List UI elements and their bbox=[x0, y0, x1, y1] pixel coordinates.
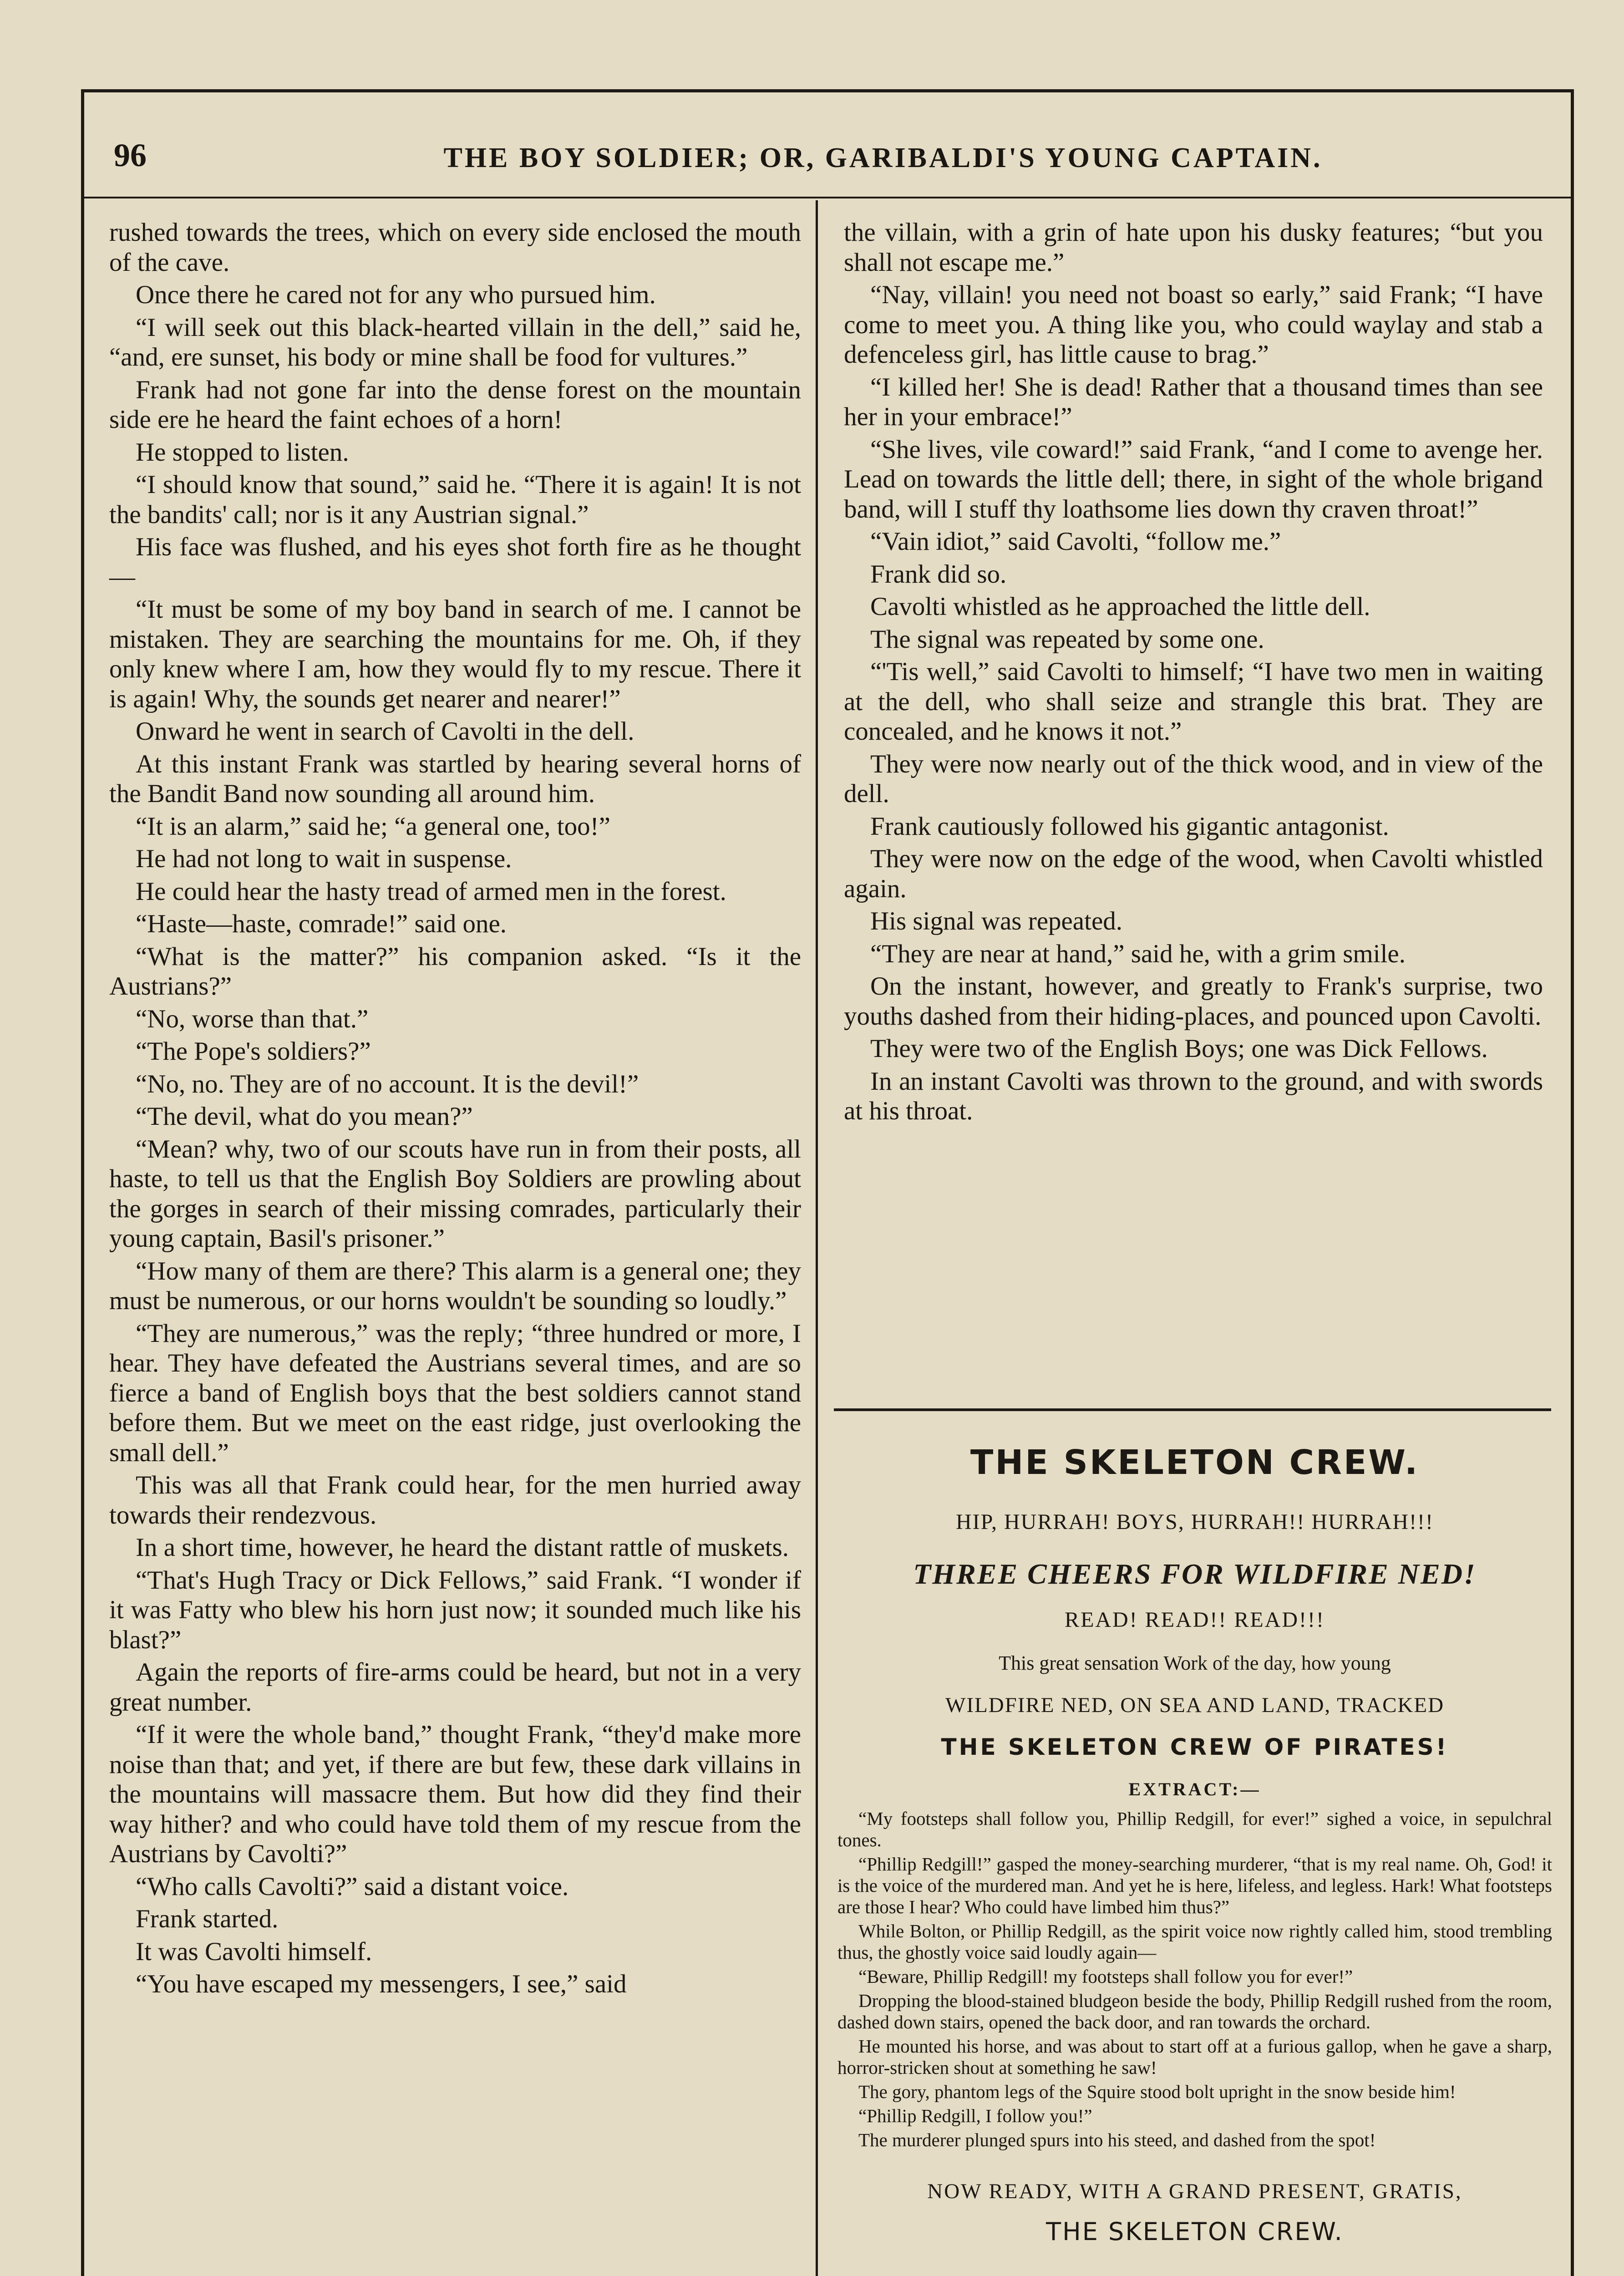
paragraph: They were two of the English Boys; one was Dick Fellows. bbox=[870, 1034, 1488, 1063]
advertisement bbox=[837, 1443, 1552, 2246]
extract-paragraph: The gory, phantom legs of the Squire stood bolt upright in the snow beside him! bbox=[858, 2081, 1456, 2102]
paragraph: “It is an alarm,” said he; “a general one, too!” bbox=[136, 812, 610, 841]
paragraph: This was all that Frank could hear, for the men hurried away towards their rendezvous. bbox=[109, 1471, 801, 1529]
paragraph: Frank cautiously followed his gigantic antagonist. bbox=[870, 812, 1389, 841]
paragraph: It was Cavolti himself. bbox=[136, 1937, 372, 1966]
paragraph: Frank started. bbox=[136, 1905, 279, 1933]
paragraph: “It must be some of my boy band in search of me. I cannot be mistaken. They are searching the mountains for me. Oh, if they only knew where I am, how they would fly to my rescue. There it is again! Why, the sounds get nearer and nearer!” bbox=[109, 595, 801, 713]
paragraph: He could hear the hasty tread of armed men in the forest. bbox=[136, 877, 726, 906]
paragraph: He had not long to wait in suspense. bbox=[136, 844, 512, 873]
paragraph: “I should know that sound,” said he. “There it is again! It is not the bandits' call; nor is it any Austrian signal.” bbox=[109, 470, 801, 529]
paragraph: “Mean? why, two of our scouts have run in from their posts, all haste, to tell us that the English Boy Soldiers are prowling about the gorges in search of their missing comrades, particularly their young captain, Basil's prisoner.” bbox=[109, 1134, 801, 1253]
paragraph: “They are numerous,” was the reply; “three hundred or more, I hear. They have defeated the Austrians several times, and are so fierce a band of English boys that the best soldiers cannot stand before them. But we meet on the east ridge, just overlooking the small dell.” bbox=[109, 1319, 801, 1467]
paragraph: Frank had not gone far into the dense forest on the mountain side ere he heard the faint echoes of a horn! bbox=[109, 375, 801, 434]
paragraph: They were now nearly out of the thick wood, and in view of the dell. bbox=[844, 749, 1543, 808]
paragraph: “How many of them are there? This alarm is a general one; they must be numerous, or our horns wouldn't be sounding so loudly.” bbox=[109, 1256, 801, 1315]
header-rule bbox=[84, 197, 1571, 198]
ad-extract-text bbox=[837, 1808, 1552, 2151]
extract-paragraph: He mounted his horse, and was about to start off at a furious gallop, when he gave a sharp, horror-stricken shout at something he saw! bbox=[837, 2036, 1552, 2078]
ad-tracked: WILDFIRE NED, ON SEA AND LAND, TRACKED bbox=[945, 1693, 1445, 1717]
paragraph: “I killed her! She is dead! Rather that a thousand times than see her in your embrace!” bbox=[844, 372, 1543, 431]
paragraph: “I will seek out this black-hearted villain in the dell,” said he, “and, ere sunset, his body or mine shall be food for vultures.” bbox=[109, 313, 801, 371]
paragraph: rushed towards the trees, which on every side enclosed the mouth of the cave. bbox=[109, 218, 801, 277]
ad-three-cheers: THREE CHEERS FOR WILDFIRE NED! bbox=[913, 1558, 1477, 1590]
extract-paragraph: “My footsteps shall follow you, Phillip Redgill, for ever!” sighed a voice, in sepulchral tones. bbox=[837, 1808, 1552, 1850]
paragraph: “They are near at hand,” said he, with a grim smile. bbox=[870, 939, 1406, 968]
extract-paragraph: “Phillip Redgill, I follow you!” bbox=[858, 2105, 1092, 2126]
ad-now-ready: NOW READY, WITH A GRAND PRESENT, GRATIS, bbox=[927, 2179, 1462, 2203]
paragraph: He stopped to listen. bbox=[136, 437, 349, 467]
paragraph: “You have escaped my messengers, I see,” said bbox=[136, 1970, 627, 1998]
paragraph: “Vain idiot,” said Cavolti, “follow me.” bbox=[870, 527, 1281, 556]
page-number: 96 bbox=[114, 137, 147, 173]
paragraph: “Who calls Cavolti?” said a distant voice. bbox=[136, 1872, 569, 1901]
ad-sensation: This great sensation Work of the day, how young bbox=[999, 1652, 1391, 1674]
paragraph: “If it were the whole band,” thought Frank, “they'd make more noise than that; and yet, if there are but few, these dark villains in the mountains will massacre them. But how did they find their way hither? and who could have told them of my rescue from the Austrians by Cavolti?” bbox=[109, 1720, 801, 1868]
paragraph: On the instant, however, and greatly to Frank's surprise, two youths dashed from their hiding-places, and pounced upon Cavolti. bbox=[844, 972, 1543, 1031]
ad-read: READ! READ!! READ!!! bbox=[1065, 1608, 1325, 1632]
ad-present-title: THE SKELETON CREW. bbox=[1046, 2217, 1344, 2246]
paragraph: “The devil, what do you mean?” bbox=[136, 1102, 473, 1131]
paragraph: the villain, with a grin of hate upon his dusky features; “but you shall not escape me.” bbox=[844, 218, 1543, 277]
running-title: THE BOY SOLDIER; OR, GARIBALDI'S YOUNG CAPTAIN. bbox=[443, 142, 1323, 173]
left-column bbox=[109, 218, 801, 2002]
paragraph: In a short time, however, he heard the distant rattle of muskets. bbox=[136, 1533, 789, 1562]
page-header bbox=[114, 137, 1538, 178]
paragraph: “No, worse than that.” bbox=[136, 1004, 369, 1033]
ad-crew-line: THE SKELETON CREW OF PIRATES! bbox=[941, 1734, 1449, 1760]
ad-cheers: HIP, HURRAH! BOYS, HURRAH!! HURRAH!!! bbox=[955, 1510, 1434, 1534]
ad-title: THE SKELETON CREW. bbox=[970, 1443, 1420, 1482]
ad-extract-label: EXTRACT:— bbox=[1128, 1779, 1261, 1799]
paragraph: “She lives, vile coward!” said Frank, “and I come to avenge her. Lead on towards the little dell; there, in sight of the whole brigand band, will I stuff thy loathsome lies down thy craven throat!” bbox=[844, 435, 1543, 523]
column-divider bbox=[816, 200, 818, 2276]
extract-paragraph: The murderer plunged spurs into his steed, and dashed from the spot! bbox=[858, 2129, 1376, 2150]
paragraph: In an instant Cavolti was thrown to the ground, and with swords at his throat. bbox=[844, 1067, 1543, 1125]
paragraph: Onward he went in search of Cavolti in the dell. bbox=[136, 717, 634, 746]
paragraph: “'Tis well,” said Cavolti to himself; “I have two men in waiting at the dell, who shall seize and strangle this brat. They are concealed, and he knows it not.” bbox=[844, 657, 1543, 746]
paragraph: His signal was repeated. bbox=[870, 907, 1122, 935]
paragraph: At this instant Frank was startled by hearing several horns of the Bandit Band now sounding all around him. bbox=[109, 749, 801, 808]
paragraph: “What is the matter?” his companion asked. “Is it the Austrians?” bbox=[109, 942, 801, 1001]
extract-paragraph: While Bolton, or Phillip Redgill, as the spirit voice now rightly called him, stood trembling thus, the ghostly voice said loudly again— bbox=[837, 1920, 1552, 1963]
paragraph: “No, no. They are of no account. It is the devil!” bbox=[136, 1069, 639, 1098]
paragraph: Again the reports of fire-arms could be heard, but not in a very great number. bbox=[109, 1658, 801, 1717]
right-column bbox=[844, 218, 1543, 1129]
paragraph: The signal was repeated by some one. bbox=[870, 625, 1264, 654]
paragraph: His face was flushed, and his eyes shot forth fire as he thought— bbox=[109, 533, 801, 591]
paragraph: “That's Hugh Tracy or Dick Fellows,” said Frank. “I wonder if it was Fatty who blew his horn just now; it sounded much like his blast?” bbox=[109, 1565, 801, 1654]
paragraph: Once there he cared not for any who pursued him. bbox=[136, 280, 656, 309]
extract-paragraph: “Phillip Redgill!” gasped the money-searching murderer, “that is my real name. Oh, God! it is the voice of the murdered man. And yet he is here, lifeless, and legless. Hark! What footsteps are those I hear? Who could have limbed him thus?” bbox=[837, 1854, 1552, 1917]
paragraph: “Nay, villain! you need not boast so early,” said Frank; “I have come to meet you. A thing like you, who could waylay and stab a defenceless girl, has little cause to brag.” bbox=[844, 280, 1543, 369]
advertisement-rule bbox=[834, 1408, 1551, 1411]
paragraph: Cavolti whistled as he approached the little dell. bbox=[870, 592, 1370, 621]
paragraph: Frank did so. bbox=[870, 559, 1007, 589]
extract-paragraph: Dropping the blood-stained bludgeon beside the body, Phillip Redgill rushed from the room, dashed down stairs, opened the back door, and ran towards the orchard. bbox=[837, 1990, 1552, 2032]
paragraph: “Haste—haste, comrade!” said one. bbox=[136, 909, 507, 938]
paragraph: They were now on the edge of the wood, when Cavolti whistled again. bbox=[844, 844, 1543, 903]
extract-paragraph: “Beware, Phillip Redgill! my footsteps shall follow you for ever!” bbox=[858, 1966, 1353, 1987]
paragraph: “The Pope's soldiers?” bbox=[136, 1037, 371, 1066]
